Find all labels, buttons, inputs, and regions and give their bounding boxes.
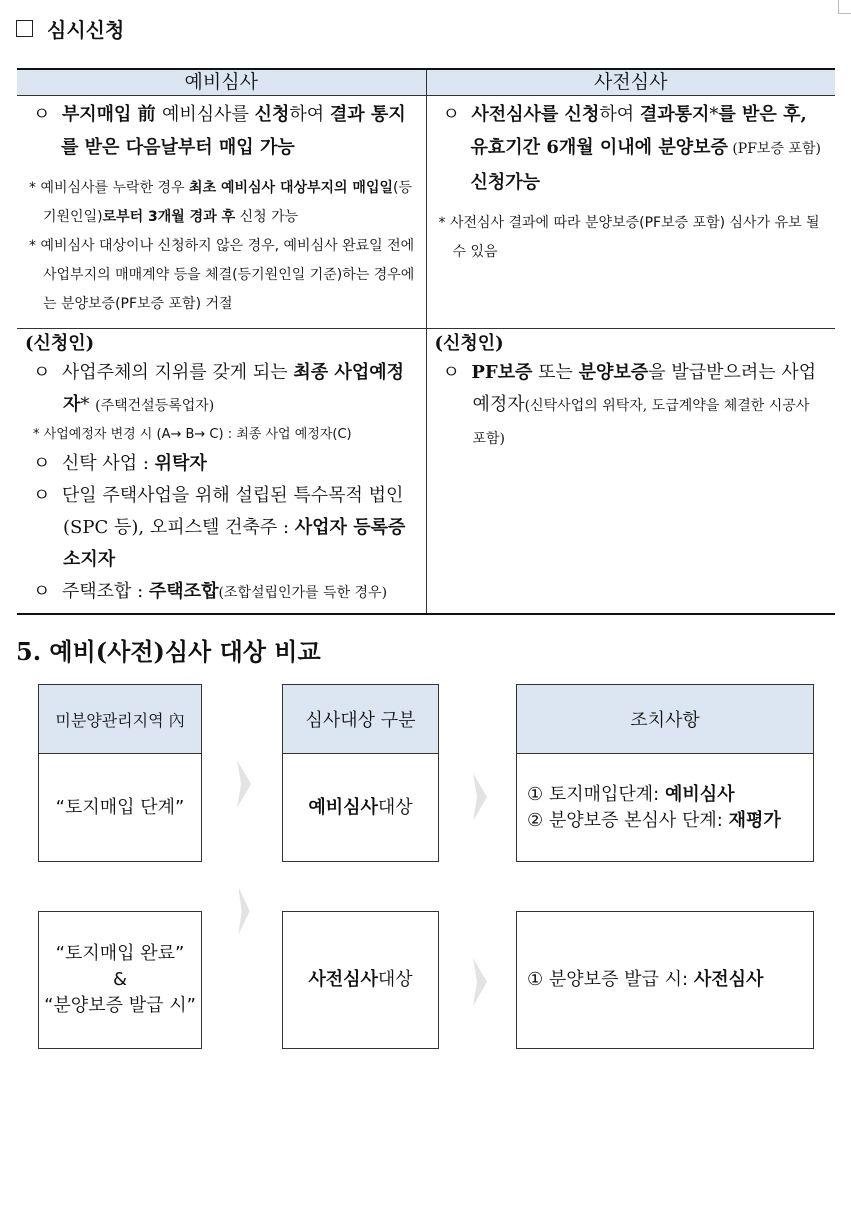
emphasis-text: 결과 통지를 받은 다음날부터 매입 가능 <box>61 104 406 158</box>
checkbox-icon <box>16 20 33 37</box>
emphasis-text: 주택조합 <box>148 581 219 602</box>
emphasis-text: 예비심사 <box>308 797 378 818</box>
action-line <box>527 967 763 993</box>
section-heading <box>16 14 124 43</box>
header-pre-review: 사전심사 <box>426 69 835 96</box>
body-text: 예비심사 대상이나 신청하지 않은 경우, 예비심사 완료일 전에 사업부지의 매매계약 등을 체결(등기원인일 기준)하는 경우에는 분양보증(PF보증 포함) 거절 <box>40 238 415 312</box>
action-box-2 <box>516 911 814 1049</box>
applicant-list <box>435 357 828 455</box>
chevron-right-icon <box>237 887 251 935</box>
bullet-icon: ㅇ <box>33 362 62 383</box>
page-corner-mark <box>838 0 851 14</box>
chevron-right-icon <box>473 958 487 1006</box>
body-text: 신청 가능 <box>235 209 299 225</box>
body-text: 하여 <box>599 104 640 125</box>
applicant-label: (신청인) <box>434 333 504 354</box>
body-text: ② 분양보증 본심사 단계: <box>527 810 729 831</box>
cell-pre-review-timing <box>426 96 835 329</box>
emphasis-text: 로부터 3개월 경과 후 <box>102 209 236 225</box>
body-text: (PF보증 포함) <box>727 141 821 157</box>
condition-box-1 <box>38 684 202 862</box>
col1-header: 미분양관리지역 內 <box>39 685 201 754</box>
body-text: * <box>709 104 719 125</box>
pre-review-notes <box>435 209 828 267</box>
body-text: 대상 <box>377 797 413 818</box>
header-preliminary: 예비심사 <box>17 69 426 96</box>
condition-2-line-3: “분양보증 발급 시” <box>44 995 196 1016</box>
pre-review-timing-item <box>435 98 828 199</box>
asterisk-icon: * <box>33 427 44 442</box>
body-text: ① 토지매입단계: <box>527 784 665 805</box>
body-text: 사업주체의 지위를 갖게 되는 <box>61 362 294 383</box>
body-text: 대상 <box>377 969 413 990</box>
emphasis-text: 신청 <box>254 104 290 125</box>
body-text: 사전심사 결과에 따라 분양보증(PF보증 포함) 심사가 유보 될 수 있음 <box>449 215 820 260</box>
timing-item <box>25 98 418 164</box>
list-item <box>25 448 418 480</box>
body-text: 예비심사를 누락한 경우 <box>40 180 190 196</box>
emphasis-text: 최초 예비심사 대상부지의 매입일 <box>189 180 394 196</box>
footnote <box>435 209 828 267</box>
applicant-label: (신청인) <box>25 333 95 354</box>
emphasis-text: 예비심사 <box>664 784 735 805</box>
body-text: 을 발급받으려는 사업예정자 <box>472 362 817 415</box>
body-text: 주택조합 : <box>61 581 149 602</box>
body-text: 사업예정자 변경 시 (A→ B→ C) : 최종 사업 예정자(C) <box>43 427 352 442</box>
condition-2-line-2: & <box>112 969 128 990</box>
bullet-icon: ㅇ <box>33 453 62 474</box>
emphasis-text: 재평가 <box>728 810 781 831</box>
target-box-1 <box>282 684 439 862</box>
body-text: (등기원인일) <box>43 180 413 225</box>
cell-preliminary-timing <box>17 96 426 329</box>
body-text: ① 분양보증 발급 시: <box>527 969 694 990</box>
chevron-right-icon <box>473 773 487 821</box>
target-1 <box>283 754 438 862</box>
asterisk-icon: * <box>29 238 41 254</box>
application-table <box>17 68 835 615</box>
emphasis-text: PF보증 <box>471 362 533 383</box>
cell-preliminary-applicant <box>17 329 426 615</box>
body-text: (주택건설등록업자) <box>95 398 215 414</box>
body-text: 신탁 사업 : <box>61 453 155 474</box>
emphasis-text: 위탁자 <box>154 453 207 474</box>
list-item <box>25 480 418 576</box>
section-heading-text: 심시신청 <box>47 18 125 42</box>
body-text: 예비심사를 <box>161 104 255 125</box>
actions-2 <box>517 912 813 1048</box>
chevron-right-icon <box>237 760 251 808</box>
col3-header: 조치사항 <box>517 685 813 754</box>
body-text: 단일 주택사업을 위해 설립된 특수목적 법인(SPC 등), 오피스텔 건축주 : <box>61 485 404 538</box>
bullet-icon: ㅇ <box>33 485 62 506</box>
list-item <box>435 357 828 455</box>
col2-header: 심사대상 구분 <box>283 685 438 754</box>
condition-1: “토지매입 단계” <box>55 797 185 818</box>
body-text: 또는 <box>532 362 579 383</box>
timing-notes <box>25 174 418 319</box>
cell-pre-review-applicant <box>426 329 835 615</box>
target-2 <box>283 912 438 1048</box>
emphasis-text: 신청가능 <box>470 172 541 193</box>
target-box-2 <box>282 911 439 1049</box>
emphasis-text: 사전심사를 신청 <box>471 104 600 125</box>
bullet-icon: ㅇ <box>442 104 472 125</box>
bullet-icon: ㅇ <box>33 104 62 125</box>
emphasis-text: 사전심사 <box>308 969 378 990</box>
emphasis-text: 최종 사업예정자 <box>63 362 404 415</box>
asterisk-icon: * <box>29 180 41 196</box>
asterisk-icon: * <box>438 215 450 231</box>
action-box-1 <box>516 684 814 862</box>
applicant-list <box>25 357 418 609</box>
condition-2 <box>39 912 201 1048</box>
action-line <box>527 808 781 834</box>
body-text: * <box>80 394 96 415</box>
condition-box-2 <box>38 911 202 1049</box>
emphasis-text: 사전심사 <box>693 969 764 990</box>
footnote <box>25 174 418 232</box>
emphasis-text: 를 받은 후, 유효기간 6개월 이내에 분양보증 <box>470 104 807 158</box>
body-text: 하여 <box>289 104 330 125</box>
body-text: (조합설립인가를 득한 경우) <box>218 585 388 601</box>
footnote <box>25 422 418 448</box>
footnote <box>25 232 418 319</box>
emphasis-text: 사업자 등록증 소지자 <box>63 517 406 570</box>
condition-2-line-1: “토지매입 완료” <box>55 943 185 964</box>
bullet-icon: ㅇ <box>33 581 62 602</box>
emphasis-text: 부지매입 前 <box>61 104 162 125</box>
section5-heading: 5. 예비(사전)심사 대상 비교 <box>16 637 321 666</box>
actions-1 <box>517 754 813 862</box>
body-text: (신탁사업의 위탁자, 도급계약을 체결한 시공사 포함) <box>472 398 810 447</box>
list-item <box>25 357 418 422</box>
emphasis-text: 분양보증 <box>578 362 649 383</box>
action-line <box>527 782 735 808</box>
list-item <box>25 576 418 609</box>
bullet-icon: ㅇ <box>442 362 472 383</box>
emphasis-text: 결과통지 <box>639 104 710 125</box>
